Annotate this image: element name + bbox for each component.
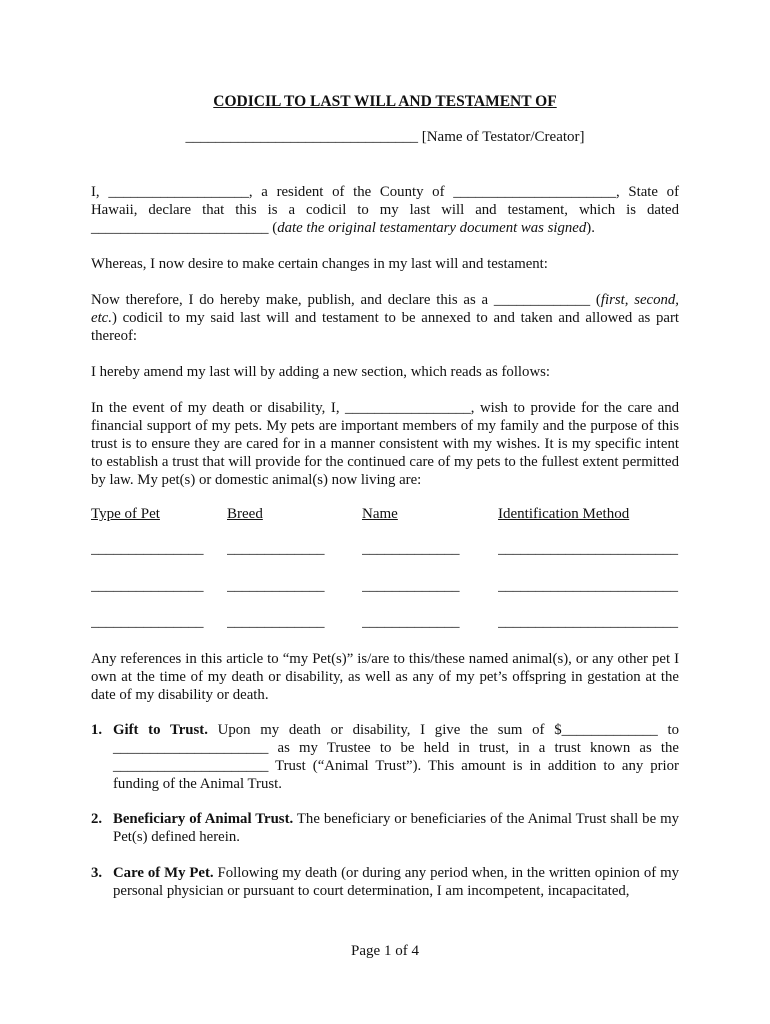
item-heading: Care of My Pet. xyxy=(113,865,214,881)
now-therefore-text: Now therefore, I do hereby make, publish, and declare this as a _____________ ( xyxy=(91,292,601,308)
item-heading: Gift to Trust. xyxy=(113,722,208,738)
item-text: Following my death (or during any period when, in the written opinion of my personal physician or pursuant to court determination, I am incompetent, incapacitated, xyxy=(113,865,679,899)
intro-text: I, ___________________, a resident of the County of ______________________, State of Hawaii, declare that this is a codicil to my last will and testament, which is dated ________________________ ( xyxy=(91,184,679,236)
testator-name-line: _______________________________ [Name of Testator/Creator] xyxy=(185,129,585,145)
pet-breed-blank: _____________ xyxy=(227,614,325,630)
pet-breed-blank: _____________ xyxy=(227,541,325,557)
pet-id-blank: ________________________ xyxy=(498,541,678,557)
page-number: Page 1 of 4 xyxy=(351,943,419,959)
pet-name-blank: _____________ xyxy=(362,541,460,557)
now-therefore-paragraph xyxy=(91,291,679,345)
intro-paragraph xyxy=(91,183,679,237)
header-name: Name xyxy=(362,506,398,522)
event-paragraph: In the event of my death or disability, I, _________________, wish to provide for the care and financial support of my pets. My pets are important members of my family and the purpose of this trust is to ensure they are cared for in a manner consistent with my wishes. It is my specific intent to establish a trust that will provide for the continued care of my pets to the fullest extent permitted by law. My pet(s) or domestic animal(s) now living are: xyxy=(91,400,679,488)
item-number: 1. xyxy=(91,722,103,738)
pet-id-blank: ________________________ xyxy=(498,578,678,594)
pet-id-blank: ________________________ xyxy=(498,614,678,630)
intro-italic: date the original testamentary document was signed xyxy=(277,220,587,236)
pet-type-blank: _______________ xyxy=(91,614,204,630)
header-breed: Breed xyxy=(227,506,263,522)
item-number: 2. xyxy=(91,811,103,827)
now-therefore-italic: first, second, etc. xyxy=(91,292,679,326)
pet-name-blank: _____________ xyxy=(362,578,460,594)
amend-paragraph: I hereby amend my last will by adding a new section, which reads as follows: xyxy=(91,364,550,380)
document-title: CODICIL TO LAST WILL AND TESTAMENT OF xyxy=(213,93,557,110)
pet-breed-blank: _____________ xyxy=(227,578,325,594)
pet-name-blank: _____________ xyxy=(362,614,460,630)
item-care-of-pet xyxy=(91,864,679,900)
item-beneficiary xyxy=(91,810,679,846)
references-paragraph: Any references in this article to “my Pet(s)” is/are to this/these named animal(s), or any other pet I own at the time of my death or disability, as well as any of my pet’s offspring in gestation at the date of my disability or death. xyxy=(91,651,679,703)
item-heading: Beneficiary of Animal Trust. xyxy=(113,811,294,827)
item-gift-to-trust xyxy=(91,721,679,793)
pet-type-blank: _______________ xyxy=(91,541,204,557)
whereas-paragraph: Whereas, I now desire to make certain changes in my last will and testament: xyxy=(91,256,548,272)
item-text: Upon my death or disability, I give the sum of $_____________ to _____________________ as my Trustee to be held in trust, in a trust known as the _____________________ Trust (“Animal Trust”). This amount is in addition to any prior funding of the Animal Trust. xyxy=(113,722,679,792)
header-type-of-pet: Type of Pet xyxy=(91,506,160,522)
item-text: The beneficiary or beneficiaries of the Animal Trust shall be my Pet(s) defined herein. xyxy=(113,811,679,845)
now-therefore-end: ) codicil to my said last will and testament to be annexed to and taken and allowed as part thereof: xyxy=(91,310,679,344)
pet-type-blank: _______________ xyxy=(91,578,204,594)
intro-end: ). xyxy=(586,220,595,236)
item-number: 3. xyxy=(91,865,103,881)
header-identification-method: Identification Method xyxy=(498,506,630,522)
